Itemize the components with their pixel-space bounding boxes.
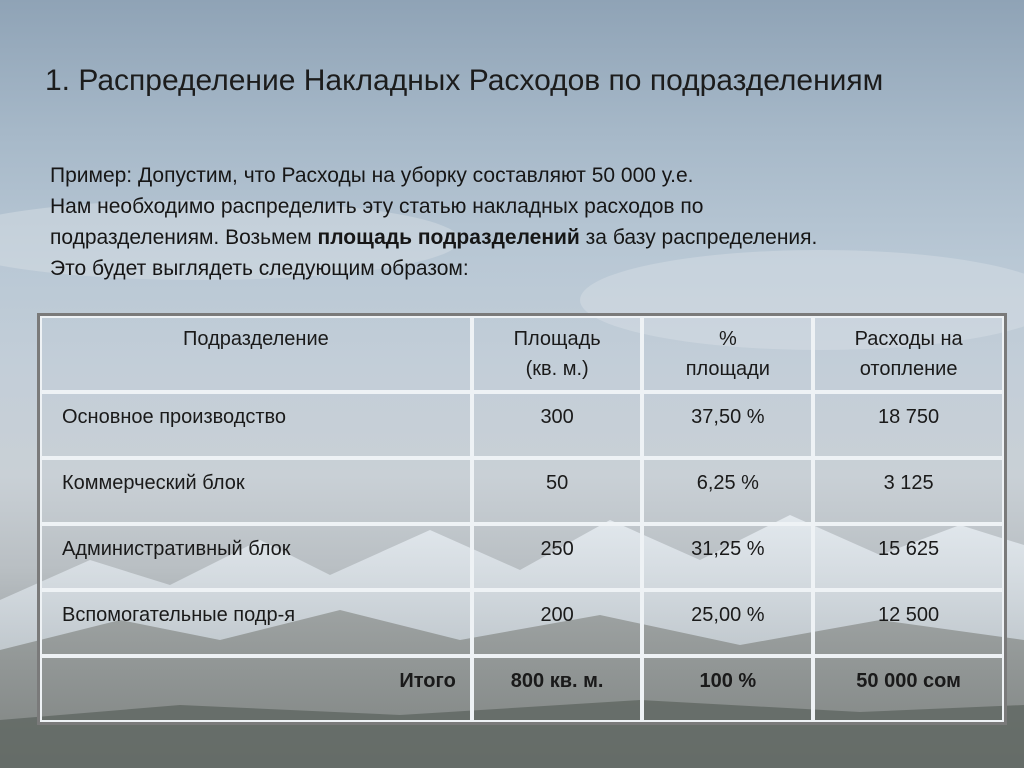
table-total-row [40, 656, 1004, 722]
intro-emphasis: площадь подразделений [317, 226, 580, 249]
row-name: Основное производство [40, 392, 472, 458]
total-cost: 50 000 сом [813, 656, 1004, 722]
row-area: 300 [472, 392, 643, 458]
intro-line-3-start: подразделениям. Возьмем [50, 226, 318, 249]
header-cost: Расходы на отопление [813, 316, 1004, 392]
intro-line-2: Нам необходимо распределить эту статью накладных расходов по [50, 195, 704, 218]
total-percent: 100 % [642, 656, 813, 722]
slide-title: 1. Распределение Накладных Расходов по подразделениям [45, 64, 884, 97]
row-name: Административный блок [40, 524, 472, 590]
row-percent: 37,50 % [642, 392, 813, 458]
row-area: 250 [472, 524, 643, 590]
header-area: Площадь (кв. м.) [472, 316, 643, 392]
table-row [40, 590, 1004, 656]
total-label: Итого [40, 656, 472, 722]
row-percent: 6,25 % [642, 458, 813, 524]
header-percent: % площади [642, 316, 813, 392]
row-cost: 3 125 [813, 458, 1004, 524]
header-department: Подразделение [40, 316, 472, 392]
intro-line-1: Пример: Допустим, что Расходы на уборку составляют 50 000 у.е. [50, 164, 694, 187]
row-cost: 15 625 [813, 524, 1004, 590]
table-row [40, 392, 1004, 458]
intro-text [50, 160, 1010, 284]
intro-line-3 [50, 222, 1010, 253]
table-header-row [40, 316, 1004, 392]
row-name: Коммерческий блок [40, 458, 472, 524]
intro-line-3-end: за базу распределения. [579, 226, 818, 249]
allocation-table [37, 313, 1007, 725]
row-percent: 31,25 % [642, 524, 813, 590]
row-cost: 18 750 [813, 392, 1004, 458]
table-row [40, 458, 1004, 524]
table-row [40, 524, 1004, 590]
row-area: 50 [472, 458, 643, 524]
row-name: Вспомогательные подр-я [40, 590, 472, 656]
intro-line-4: Это будет выглядеть следующим образом: [50, 257, 469, 280]
row-area: 200 [472, 590, 643, 656]
row-percent: 25,00 % [642, 590, 813, 656]
total-area: 800 кв. м. [472, 656, 643, 722]
row-cost: 12 500 [813, 590, 1004, 656]
